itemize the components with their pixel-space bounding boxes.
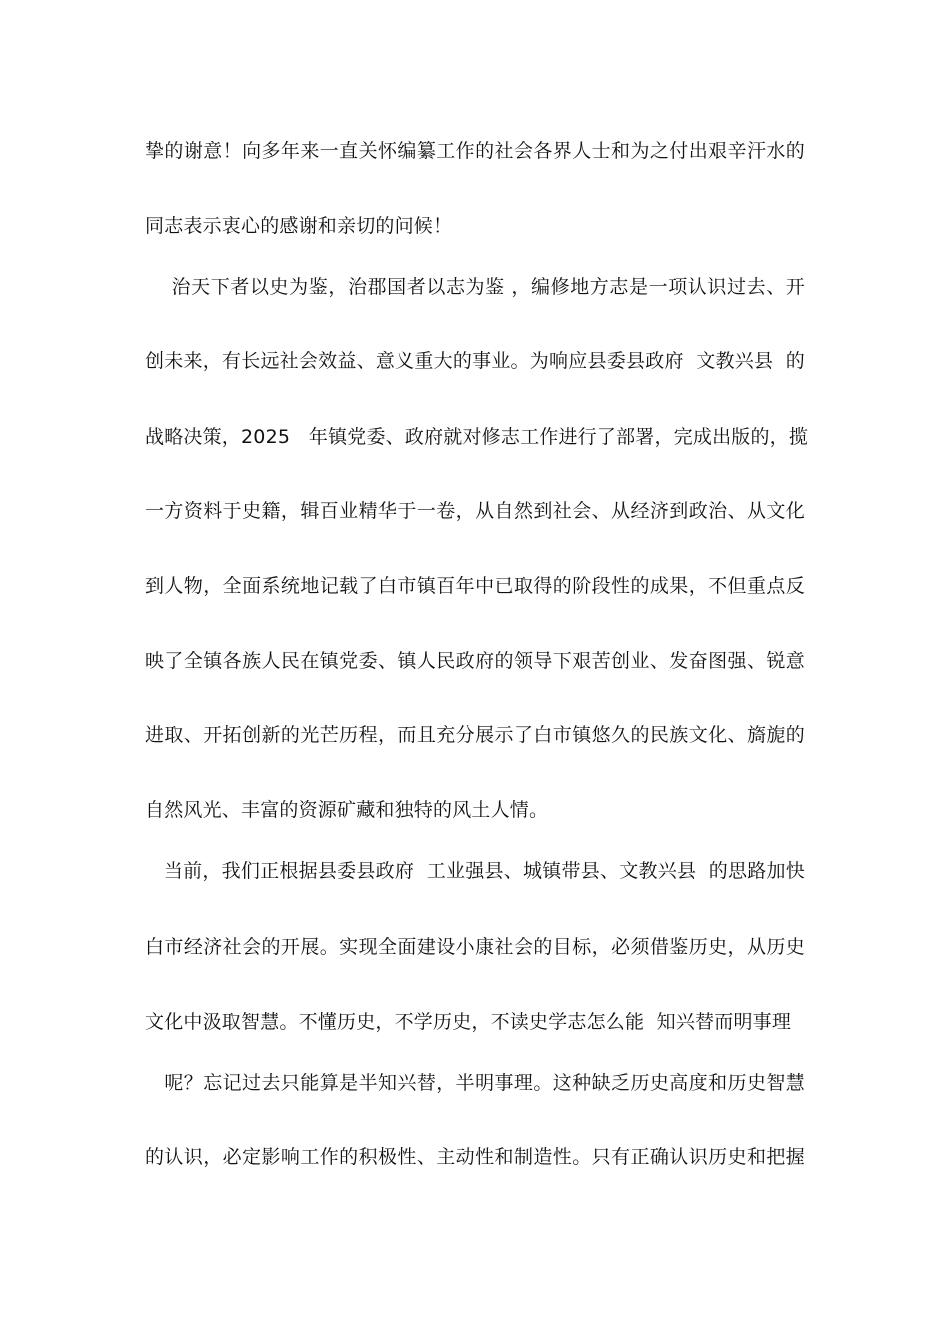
text-line: 战略决策，2025 年镇党委、政府就对修志工作进行了部署，完成出版的，揽 (145, 426, 809, 448)
text-line: 当前，我们正根据县委县政府 工业强县、城镇带县、文教兴县 的思路加快 (145, 860, 805, 882)
text-line: 一方资料于史籍，辑百业精华于一卷，从自然到社会、从经济到政治、从文化 (145, 500, 805, 522)
text-line: 映了全镇各族人民在镇党委、镇人民政府的领导下艰苦创业、发奋图强、锐意 (145, 650, 805, 672)
text-line: 进取、开拓创新的光芒历程，而且充分展示了白市镇悠久的民族文化、旖旎的 (145, 724, 805, 746)
text-line: 的认识，必定影响工作的积极性、主动性和制造性。只有正确认识历史和把握 (145, 1146, 805, 1168)
text-line: 文化中汲取智慧。不懂历史，不学历史，不读史学志怎么能 知兴替而明事理 (145, 1011, 792, 1033)
text-line: 同志表示衷心的感谢和亲切的问候！ (145, 215, 453, 237)
text-line: 白市经济社会的开展。实现全面建设小康社会的目标，必须借鉴历史，从历史 (145, 936, 805, 958)
text-line: 挚的谢意！向多年来一直关怀编纂工作的社会各界人士和为之付出艰辛汗水的 (145, 140, 805, 162)
text-line: 呢？忘记过去只能算是半知兴替，半明事理。这种缺乏历史高度和历史智慧 (145, 1072, 805, 1094)
text-line: 创未来，有长远社会效益、意义重大的事业。为响应县委县政府 文教兴县 的 (145, 350, 805, 372)
text-line: 到人物，全面系统地记载了白市镇百年中已取得的阶段性的成果，不但重点反 (145, 575, 805, 597)
text-line: 治天下者以史为鉴，治郡国者以志为鉴 ，编修地方志是一项认识过去、开 (145, 276, 805, 298)
text-line: 自然风光、丰富的资源矿藏和独特的风土人情。 (145, 799, 549, 821)
